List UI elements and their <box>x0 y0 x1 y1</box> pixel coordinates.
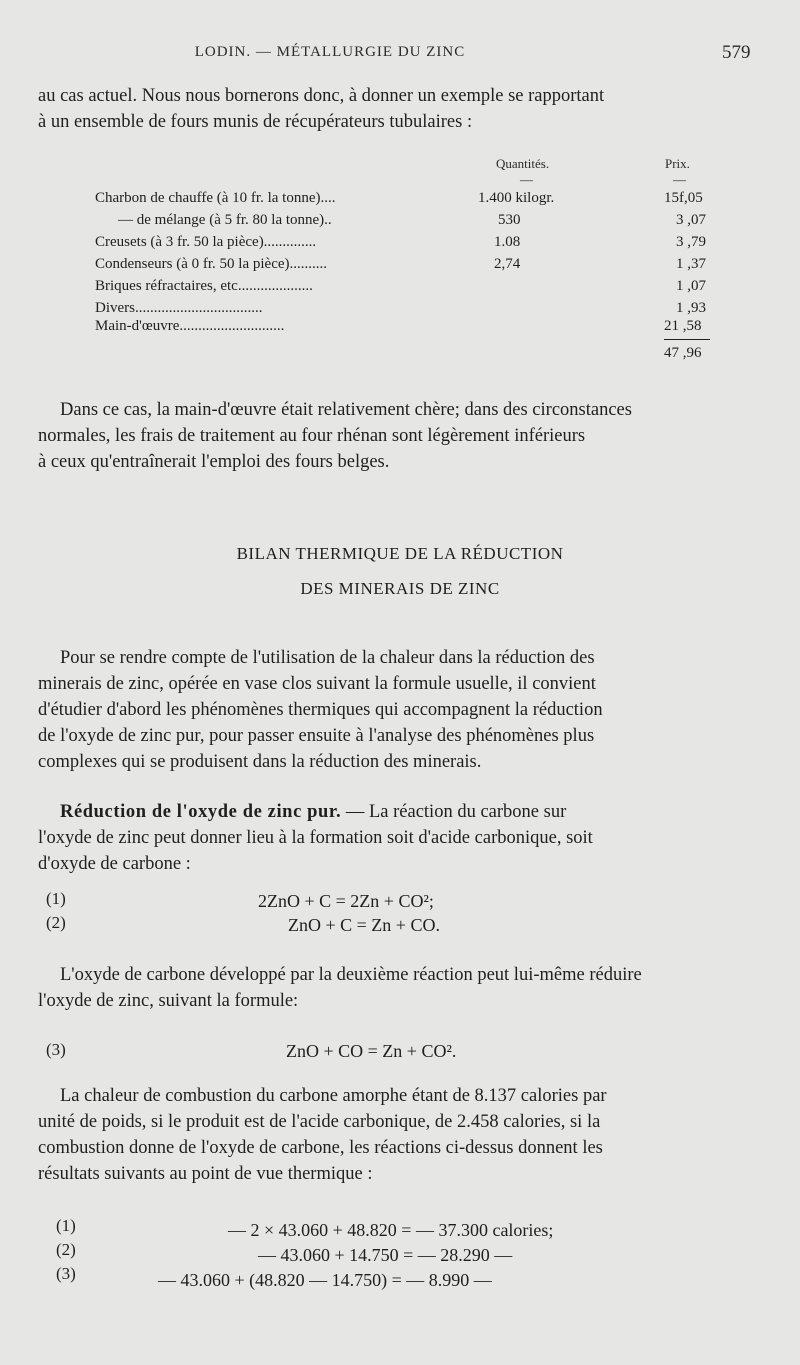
total-price: 47 ,96 <box>664 345 702 361</box>
column-header-price: Prix. <box>665 156 690 171</box>
equation-number: (1) <box>56 1216 76 1235</box>
row-price: 1 ,37 <box>676 256 706 272</box>
equation-number: (1) <box>46 889 66 908</box>
column-header-quantity: Quantités. <box>496 156 550 171</box>
text-line: l'oxyde de zinc peut donner lieu à la formation soit d'acide carbonique, soit <box>38 828 593 848</box>
text-fragment: — La réaction du carbone sur <box>341 802 567 822</box>
text-line: de l'oxyde de zinc pur, pour passer ensuite à l'analyse des phénomènes plus <box>38 726 595 746</box>
row-label: — de mélange (à 5 fr. 80 la tonne).. <box>118 212 332 228</box>
row-price: 15f,05 <box>664 190 703 206</box>
text-line: complexes qui se produisent dans la réduction des minerais. <box>38 752 482 772</box>
row-price: 21 ,58 <box>664 318 702 334</box>
equation: 2ZnO + C = 2Zn + CO²; <box>258 891 434 911</box>
text-line: L'oxyde de carbone développé par la deuxième réaction peut lui-même réduire <box>60 965 642 985</box>
text-line: à ceux qu'entraînerait l'emploi des fours belges. <box>38 452 390 472</box>
table-row <box>0 190 800 212</box>
text-line: normales, les frais de traitement au four rhénan sont légèrement inférieurs <box>38 426 586 446</box>
text-line: à un ensemble de fours munis de récupérateurs tubulaires : <box>38 112 473 132</box>
row-price: 3 ,79 <box>676 234 706 250</box>
heat-paragraph <box>38 1083 760 1187</box>
row-quantity: 2,74 <box>494 256 521 272</box>
equation: — 43.060 + 14.750 = — 28.290 — <box>258 1245 513 1265</box>
equation-number: (2) <box>56 1240 76 1259</box>
row-price: 1 ,07 <box>676 278 706 294</box>
equation: — 43.060 + (48.820 — 14.750) = — 8.990 — <box>158 1270 492 1290</box>
table-row <box>0 234 800 256</box>
row-price: 3 ,07 <box>676 212 706 228</box>
sum-rule <box>664 339 710 340</box>
text-line: au cas actuel. Nous nous bornerons donc, à donner un exemple se rapportant <box>38 86 605 106</box>
row-label: Divers.................................. <box>95 300 263 316</box>
row-label: Briques réfractaires, etc.................... <box>95 278 313 294</box>
equation-number: (2) <box>46 913 66 932</box>
text-line: résultats suivants au point de vue thermique : <box>38 1164 373 1184</box>
table-row <box>0 318 800 340</box>
row-label: Condenseurs (à 0 fr. 50 la pièce).......... <box>95 256 328 272</box>
table-row <box>0 212 800 234</box>
equation-number: (3) <box>56 1264 76 1283</box>
text-line: Dans ce cas, la main-d'œuvre était relativement chère; dans des circonstances <box>60 400 632 420</box>
row-label: Creusets (à 3 fr. 50 la pièce).............. <box>95 234 317 250</box>
section-intro-paragraph <box>38 645 760 775</box>
section-title-line-1: BILAN THERMIQUE DE LA RÉDUCTION <box>236 544 564 563</box>
row-quantity: 1.08 <box>494 234 521 250</box>
row-label: Main-d'œuvre............................ <box>95 318 285 334</box>
section-title-line-2: DES MINERAIS DE ZINC <box>300 579 500 598</box>
text-line: La chaleur de combustion du carbone amorphe étant de 8.137 calories par <box>60 1086 607 1106</box>
row-price: 1 ,93 <box>676 300 706 316</box>
text-line: d'oxyde de carbone : <box>38 854 191 874</box>
column-dash-price: — <box>673 172 686 187</box>
text-line: Pour se rendre compte de l'utilisation de la chaleur dans la réduction des <box>60 648 595 668</box>
text-line: unité de poids, si le produit est de l'acide carbonique, de 2.458 calories, si la <box>38 1112 601 1132</box>
equation-number: (3) <box>46 1040 66 1059</box>
page-number: 579 <box>722 42 751 63</box>
text-line <box>38 799 760 825</box>
table-row <box>0 256 800 278</box>
equation: ZnO + CO = Zn + CO². <box>286 1041 457 1061</box>
text-line: l'oxyde de zinc, suivant la formule: <box>38 991 299 1011</box>
labour-paragraph <box>38 397 760 475</box>
equation: ZnO + C = Zn + CO. <box>288 915 440 935</box>
row-label: Charbon de chauffe (à 10 fr. la tonne).... <box>95 190 336 206</box>
row-quantity: 530 <box>498 212 521 228</box>
row-quantity: 1.400 kilogr. <box>478 190 555 206</box>
table-row <box>0 278 800 300</box>
table-total-row <box>0 345 800 367</box>
text-line: combustion donne de l'oxyde de carbone, les réactions ci-dessus donnent les <box>38 1138 603 1158</box>
column-dash-quantity: — <box>520 172 533 187</box>
paragraph-heading: Réduction de l'oxyde de zinc pur. <box>60 802 342 822</box>
text-line: minerais de zinc, opérée en vase clos suivant la formule usuelle, il convient <box>38 674 596 694</box>
reduction-paragraph <box>38 799 760 877</box>
text-line: d'étudier d'abord les phénomènes thermiques qui accompagnent la réduction <box>38 700 603 720</box>
carbon-monoxide-paragraph <box>38 962 760 1014</box>
equation: — 2 × 43.060 + 48.820 = — 37.300 calories; <box>228 1220 554 1240</box>
running-head: LODIN. — MÉTALLURGIE DU ZINC <box>194 44 466 60</box>
intro-paragraph <box>38 83 760 135</box>
